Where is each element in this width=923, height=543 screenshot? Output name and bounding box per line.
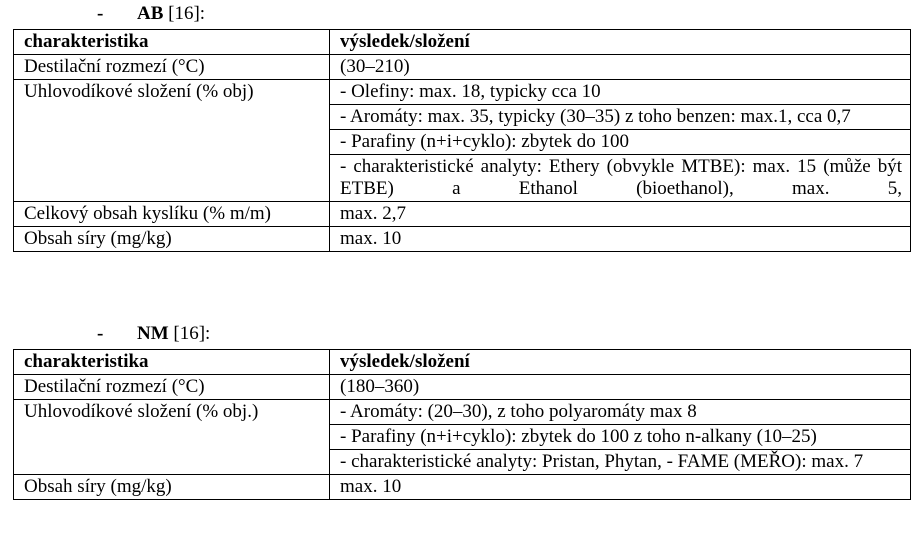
header-characteristic: charakteristika [14,350,330,375]
row-label: Uhlovodíkové složení (% obj) [14,80,330,202]
table-row [14,375,911,400]
table-header-row [14,350,911,375]
row-label: Obsah síry (mg/kg) [14,227,330,252]
table-ab [13,29,911,252]
heading-name: AB [137,3,164,24]
row-value: max. 2,7 [330,202,911,227]
heading-name: NM [137,323,169,344]
table-row [14,55,911,80]
heading-reference: [16]: [163,3,206,24]
heading-dash: - [97,323,104,344]
section-heading-nm [97,320,210,348]
table-row [14,475,911,500]
row-label: Uhlovodíkové složení (% obj.) [14,400,330,475]
header-result: výsledek/složení [330,350,911,375]
row-label: Destilační rozmezí (°C) [14,375,330,400]
header-result: výsledek/složení [330,30,911,55]
table-row [14,400,911,425]
row-value: - Parafiny (n+i+cyklo): zbytek do 100 z toho n-alkany (10–25) [330,425,911,450]
table-row [14,80,911,105]
row-value: - charakteristické analyty: Ethery (obvykle MTBE): max. 15 (může být ETBE) a Ethanol (bioethanol), max. 5, [330,155,911,202]
row-value: max. 10 [330,475,911,500]
row-value: max. 10 [330,227,911,252]
table-header-row [14,30,911,55]
row-value: - charakteristické analyty: Pristan, Phytan, - FAME (MEŘO): max. 7 [330,450,911,475]
row-value: (180–360) [330,375,911,400]
row-label: Destilační rozmezí (°C) [14,55,330,80]
table-nm [13,349,911,500]
table-row [14,227,911,252]
row-label: Celkový obsah kyslíku (% m/m) [14,202,330,227]
section-heading-ab [97,0,205,28]
table-row [14,202,911,227]
row-value: - Olefiny: max. 18, typicky cca 10 [330,80,911,105]
row-value: - Aromáty: (20–30), z toho polyaromáty max 8 [330,400,911,425]
row-value: - Parafiny (n+i+cyklo): zbytek do 100 [330,130,911,155]
row-value: - Aromáty: max. 35, typicky (30–35) z toho benzen: max.1, cca 0,7 [330,105,911,130]
row-label: Obsah síry (mg/kg) [14,475,330,500]
row-value: (30–210) [330,55,911,80]
header-characteristic: charakteristika [14,30,330,55]
heading-reference: [16]: [168,323,211,344]
heading-dash: - [97,3,104,24]
